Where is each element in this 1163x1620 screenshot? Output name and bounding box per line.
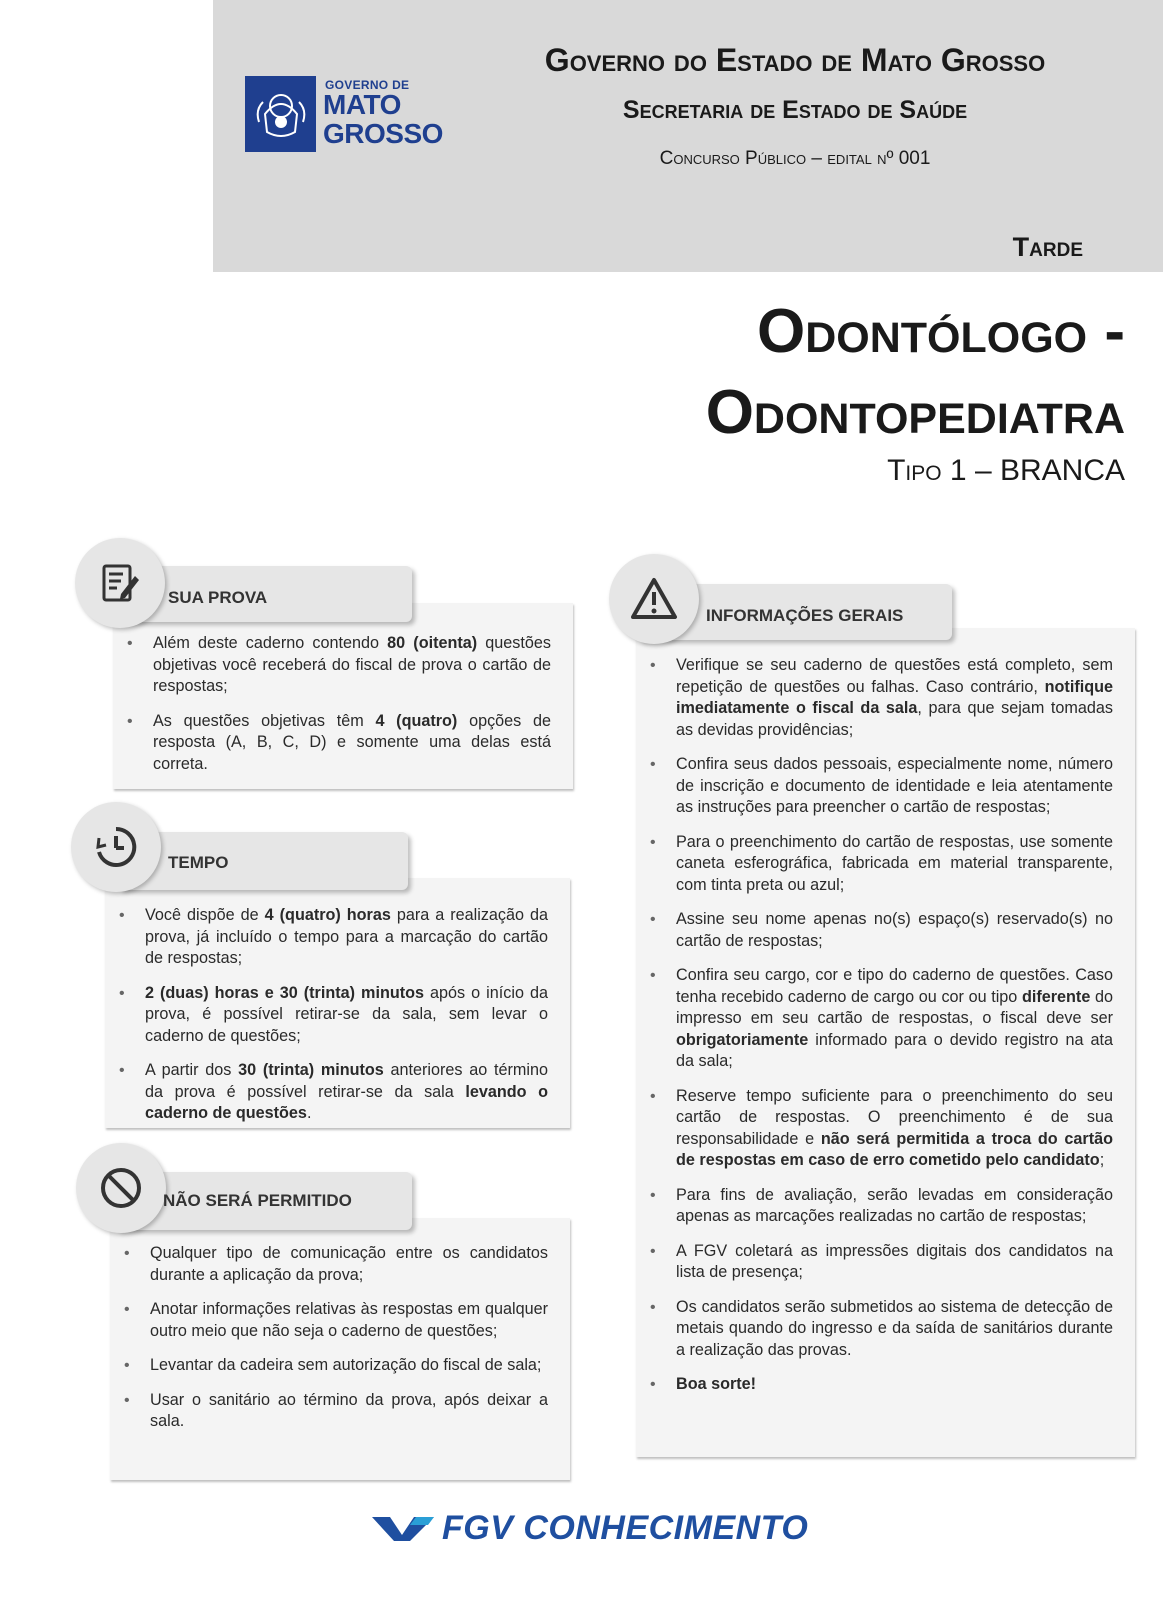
list-item: • Além deste caderno contendo 80 (oitenta) questões objetivas você receberá do fiscal de prova o cartão de respostas; [113, 633, 573, 698]
tempo-box [105, 878, 570, 1128]
prohibited-icon [98, 1165, 144, 1211]
nao-permitido-title: NÃO SERÁ PERMITIDO [163, 1191, 352, 1210]
government-logo [245, 76, 460, 154]
list-item: • Boa sorte! [636, 1374, 1135, 1396]
coat-of-arms-icon [245, 76, 316, 152]
sua-prova-list [113, 603, 573, 775]
exam-sheet-icon [99, 562, 141, 604]
nao-permitido-box [110, 1218, 570, 1480]
list-item: • Levantar da cadeira sem autorização do fiscal de sala; [110, 1355, 570, 1377]
sua-prova-icon-circle [75, 538, 165, 628]
logo-line3: GROSSO [323, 118, 443, 149]
nao-permitido-icon-circle [76, 1143, 166, 1233]
sua-prova-title: SUA PROVA [168, 588, 268, 607]
list-item: • Usar o sanitário ao término da prova, após deixar a sala. [110, 1390, 570, 1433]
list-item: • Para o preenchimento do cartão de respostas, use somente caneta esferográfica, fabricada em material transparente, com tinta preta ou azul; [636, 832, 1135, 897]
exam-type-label: Tipo 1 – BRANCA [887, 454, 1125, 487]
informacoes-title: INFORMAÇÕES GERAIS [706, 606, 904, 625]
shift-label: Tarde [1012, 232, 1083, 262]
list-item: • A partir dos 30 (trinta) minutos anteriores ao término da prova é possível retirar-se da sala levando o caderno de questões. [105, 1060, 570, 1125]
sua-prova-box [113, 603, 573, 789]
clock-icon [93, 824, 139, 870]
tempo-icon-circle [71, 802, 161, 892]
list-item: • 2 (duas) horas e 30 (trinta) minutos após o início da prova, é possível retirar-se da sala, sem levar o caderno de questões; [105, 983, 570, 1048]
fgv-chevron-icon [372, 1513, 434, 1543]
list-item: • Anotar informações relativas às respostas em qualquer outro meio que não seja o caderno de questões; [110, 1299, 570, 1342]
logo-line1: GOVERNO DE [325, 78, 410, 92]
fgv-brand-text: FGV CONHECIMENTO [442, 1508, 809, 1547]
job-title-line2: Odontopediatra [705, 378, 1125, 447]
list-item: • Reserve tempo suficiente para o preenchimento do seu cartão de respostas. O preenchimento é de sua responsabilidade e não será permitida a troca do cartão de respostas em caso de erro cometido pelo candidato; [636, 1086, 1135, 1172]
list-item: • As questões objetivas têm 4 (quatro) opções de resposta (A, B, C, D) e somente uma delas está correta. [113, 711, 573, 776]
logo-line2-3 [323, 90, 443, 148]
fgv-logo [372, 1508, 808, 1548]
government-heading: Governo do Estado de Mato Grosso [544, 42, 1046, 78]
list-item: • Os candidatos serão submetidos ao sistema de detecção de metais quando do ingresso e da saída de sanitários durante a realização das provas. [636, 1297, 1135, 1362]
informacoes-box [636, 628, 1135, 1457]
informacoes-list [636, 628, 1135, 1396]
list-item: • Confira seu cargo, cor e tipo do caderno de questões. Caso tenha recebido caderno de cargo ou cor ou tipo diferente do impresso em seu cartão de respostas, o fiscal deve ser obrigatoriamente informado para o devido registro na ata da sala; [636, 965, 1135, 1073]
list-item: • A FGV coletará as impressões digitais dos candidatos na lista de presença; [636, 1241, 1135, 1284]
list-item: • Verifique se seu caderno de questões está completo, sem repetição de questões ou falhas. Caso contrário, notifique imediatamente o fiscal da sala, para que sejam tomadas as devidas providências; [636, 655, 1135, 741]
list-item: • Confira seus dados pessoais, especialmente nome, número de inscrição e documento de identidade e leia atentamente as instruções para preencher o cartão de respostas; [636, 754, 1135, 819]
informacoes-icon-circle [609, 554, 699, 644]
list-item: • Assine seu nome apenas no(s) espaço(s) reservado(s) no cartão de respostas; [636, 909, 1135, 952]
nao-permitido-list [110, 1218, 570, 1433]
logo-line2: MATO [323, 89, 401, 120]
tempo-title: TEMPO [168, 853, 229, 872]
tempo-list [105, 878, 570, 1125]
secretariat-heading: Secretaria de Estado de Saúde [622, 96, 968, 124]
list-item: • Para fins de avaliação, serão levadas em consideração apenas as marcações realizadas no cartão de respostas; [636, 1185, 1135, 1228]
tempo-tab [120, 832, 408, 890]
job-title-line1: Odontólogo - [757, 297, 1125, 366]
warning-icon [629, 576, 679, 622]
contest-heading: Concurso Público – edital nº 001 [659, 148, 931, 169]
list-item: • Qualquer tipo de comunicação entre os candidatos durante a aplicação da prova; [110, 1243, 570, 1286]
list-item: • Você dispõe de 4 (quatro) horas para a realização da prova, já incluído o tempo para a marcação do cartão de respostas; [105, 905, 570, 970]
